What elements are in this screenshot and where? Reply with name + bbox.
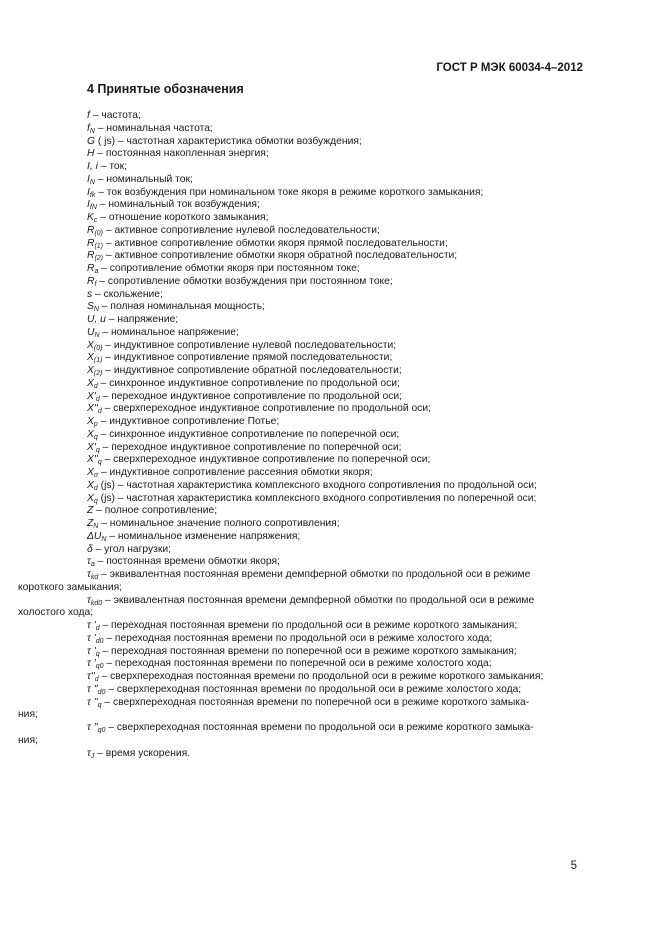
definition-subscript: q xyxy=(93,497,98,505)
definition-item xyxy=(0,722,600,735)
definition-symbol: H xyxy=(87,148,95,160)
definition-item xyxy=(0,301,600,314)
definition-symbol: G xyxy=(87,135,96,147)
definition-text: – индуктивное сопротивление обратной последовательности; xyxy=(102,365,402,376)
definition-subscript: q xyxy=(93,433,98,441)
definition-item xyxy=(0,569,600,582)
definition-text: – сверхпереходное индуктивное сопротивление по поперечной оси; xyxy=(101,454,431,466)
definition-item xyxy=(0,276,600,289)
definition-item xyxy=(0,595,600,608)
definition-text: – ток; xyxy=(97,161,128,172)
definition-item xyxy=(0,633,600,646)
definition-symbol: τ ' xyxy=(87,620,96,631)
definition-subscript: a xyxy=(90,561,95,569)
definition-item xyxy=(0,480,600,493)
definition-symbol: X xyxy=(87,365,94,376)
definition-subscript: kd xyxy=(90,574,99,581)
definition-subscript: fk xyxy=(89,191,96,199)
definition-text: – активное сопротивление обмотки якоря обратной последовательности; xyxy=(103,250,458,262)
section-title: 4 Принятые обозначения xyxy=(87,82,244,96)
definition-subscript: N xyxy=(94,331,100,339)
definition-text: – отношение короткого замыкания; xyxy=(97,212,269,223)
definition-symbol: R xyxy=(87,237,95,249)
definition-item xyxy=(0,212,600,225)
definition-subscript: a xyxy=(94,268,99,275)
definition-text: – индуктивное сопротивление рассеяния обмотки якоря; xyxy=(98,467,373,478)
definition-item xyxy=(0,365,600,378)
definition-item xyxy=(0,327,600,340)
definition-symbol: X xyxy=(87,467,94,478)
definition-symbol: τ '' xyxy=(87,722,98,733)
definition-text: – сверхпереходная постоянная времени по поперечной оси в режиме короткого замыка- xyxy=(101,696,530,708)
definition-symbol: X xyxy=(87,352,94,364)
definition-subscript: q xyxy=(97,459,102,467)
definition-subscript: d xyxy=(95,395,100,403)
definition-item xyxy=(0,352,600,365)
definition-subscript: fN xyxy=(89,204,97,212)
definition-subscript: N xyxy=(93,306,99,314)
definition-symbol: X' xyxy=(87,441,96,453)
definition-text: – номинальный ток возбуждения; xyxy=(96,199,260,211)
definition-item xyxy=(0,416,600,429)
definition-subscript: c xyxy=(93,217,98,224)
definition-subscript: σ xyxy=(93,472,99,479)
definition-symbol: U xyxy=(87,326,95,338)
definition-text: – сопротивление обмотки возбуждения при постоянном токе; xyxy=(96,275,393,287)
definition-subscript: (2) xyxy=(94,255,103,263)
definition-text: – сверхпереходная постоянная времени по продольной оси в режиме короткого замыкания; xyxy=(98,671,544,682)
definition-symbol: τ xyxy=(87,594,91,606)
definition-item xyxy=(0,378,600,391)
definition-item xyxy=(0,658,600,671)
definition-subscript: (0) xyxy=(93,344,103,352)
page-number: 5 xyxy=(570,860,577,872)
definition-text: – время ускорения. xyxy=(94,747,191,759)
definition-item xyxy=(0,250,600,263)
definition-symbol: R xyxy=(87,224,95,236)
definition-item xyxy=(0,225,600,238)
definition-symbol: Z xyxy=(87,505,94,517)
definition-subscript: d xyxy=(95,625,100,632)
definition-subscript: q0 xyxy=(97,727,106,734)
definition-subscript: p xyxy=(93,421,98,428)
definition-continuation: ния; xyxy=(18,709,38,721)
definition-text: – сверхпереходная постоянная времени по продольной оси в режиме холостого хода; xyxy=(105,683,522,695)
definition-symbol: X' xyxy=(87,390,96,402)
definition-symbol: X xyxy=(87,377,94,389)
definition-symbol: τ '' xyxy=(87,683,98,695)
definition-symbol: f xyxy=(87,110,90,121)
definition-text: – переходная постоянная времени по поперечной оси в режиме короткого замыкания; xyxy=(99,645,517,657)
definition-subscript: N xyxy=(93,523,99,530)
definition-item xyxy=(0,646,600,659)
definition-item xyxy=(0,697,600,710)
definition-item xyxy=(0,531,600,544)
document-header: ГОСТ Р МЭК 60034-4–2012 xyxy=(436,62,583,74)
definition-text: – полное сопротивление; xyxy=(93,505,218,517)
definition-symbol: I xyxy=(87,199,90,211)
definition-text: – переходное индуктивное сопротивление по продольной оси; xyxy=(99,390,403,402)
definition-symbol: τ'' xyxy=(87,671,95,682)
definition-text: – постоянная накопленная энергия; xyxy=(94,148,269,160)
definition-item xyxy=(0,238,600,251)
definition-item xyxy=(0,454,600,467)
definition-symbol: τ ' xyxy=(87,645,96,657)
definition-item xyxy=(0,199,600,212)
definition-symbol: K xyxy=(87,212,94,223)
definition-text: ( js) – частотная характеристика обмотки возбуждения; xyxy=(95,135,362,147)
definition-symbol: X'' xyxy=(87,403,98,415)
definition-symbol: X xyxy=(87,479,94,491)
definition-symbol: τ ' xyxy=(87,658,96,670)
definition-symbol: τ '' xyxy=(87,696,98,708)
definition-text: – эквивалентная постоянная времени демпферной обмотки по продольной оси в режиме xyxy=(98,569,531,580)
definition-text: – номинальная частота; xyxy=(94,122,213,134)
definition-subscript: q xyxy=(95,650,100,658)
definition-text: – ток возбуждения при номинальном токе якоря в режиме короткого замыкания; xyxy=(95,186,484,198)
definition-subscript: d xyxy=(93,382,98,390)
definition-item xyxy=(0,263,600,276)
definition-symbol: I xyxy=(87,173,90,185)
definition-subscript: d xyxy=(93,484,98,492)
definition-subscript: d0 xyxy=(95,637,104,645)
definition-symbol: I xyxy=(87,186,90,198)
definition-text: – индуктивное сопротивление прямой последовательности; xyxy=(102,352,393,364)
definition-item xyxy=(0,187,600,200)
definition-item xyxy=(0,493,600,506)
definition-subscript: q xyxy=(95,446,100,454)
definition-item xyxy=(0,110,600,123)
definition-text: – постоянная времени обмотки якоря; xyxy=(94,556,280,568)
definition-text: – номинальное изменение напряжения; xyxy=(106,530,301,542)
definition-symbol: X xyxy=(87,416,94,427)
definition-symbol: X xyxy=(87,428,94,440)
definition-subscript: N xyxy=(101,535,107,543)
definition-text: – индуктивное сопротивление нулевой последовательности; xyxy=(102,339,397,351)
definition-item xyxy=(0,544,600,557)
definition-text: (js) – частотная характеристика комплексного входного сопротивления по продольной оси; xyxy=(97,479,537,491)
definition-text: – переходная постоянная времени по продольной оси в режиме короткого замыкания; xyxy=(99,620,518,631)
definition-symbol: f xyxy=(87,122,90,134)
definition-text: – переходное индуктивное сопротивление по поперечной оси; xyxy=(99,441,402,453)
definition-text: – индуктивное сопротивление Потье; xyxy=(97,416,280,427)
definition-item xyxy=(0,136,600,149)
definition-item xyxy=(0,174,600,187)
definition-symbol: R xyxy=(87,275,95,287)
definition-symbol: I, i xyxy=(87,161,98,172)
definition-text: – синхронное индуктивное сопротивление по продольной оси; xyxy=(97,377,400,389)
definition-subscript: f xyxy=(94,280,97,288)
definition-item xyxy=(0,467,600,480)
definition-text: – активное сопротивление обмотки якоря прямой последовательности; xyxy=(103,237,448,249)
definition-item xyxy=(0,340,600,353)
definition-subscript: d xyxy=(94,676,99,683)
definition-subscript: J xyxy=(90,752,95,760)
definition-subscript: q0 xyxy=(95,663,104,671)
definition-symbol: R xyxy=(87,250,95,262)
definition-subscript: q xyxy=(97,701,102,709)
definition-symbol: X xyxy=(87,339,94,351)
definition-text: – эквивалентная постоянная времени демпферной обмотки по продольной оси в режиме xyxy=(102,594,535,606)
definition-continuation: холостого хода; xyxy=(18,607,94,619)
definition-item xyxy=(0,556,600,569)
definition-symbol: τ xyxy=(87,747,91,759)
definition-text: – переходная постоянная времени по продольной оси в режиме холостого хода; xyxy=(103,632,493,644)
definition-item xyxy=(0,289,600,302)
definition-symbol: ΔU xyxy=(87,530,102,542)
definition-text: – напряжение; xyxy=(105,314,179,325)
definition-continuation: короткого замыкания; xyxy=(18,581,123,593)
definition-subscript: (1) xyxy=(93,357,103,365)
definition-subscript: (0) xyxy=(94,229,103,237)
definition-subscript: (1) xyxy=(94,242,103,250)
definition-item xyxy=(0,518,600,531)
definition-text: – номинальное напряжение; xyxy=(99,326,239,338)
definition-item xyxy=(0,314,600,327)
definition-text: – номинальное значение полного сопротивления; xyxy=(98,518,340,529)
definition-subscript: N xyxy=(89,127,95,135)
definition-symbol: τ xyxy=(87,556,91,568)
definition-symbol: Z xyxy=(87,518,94,529)
definition-subscript: N xyxy=(89,178,95,186)
definition-subscript: d xyxy=(97,408,102,416)
definition-text: – сопротивление обмотки якоря при постоянном токе; xyxy=(98,263,360,274)
definition-text: – скольжение; xyxy=(92,288,163,300)
definition-text: – сверхпереходное индуктивное сопротивление по продольной оси; xyxy=(101,403,431,415)
definition-symbol: s xyxy=(87,288,93,300)
definition-text: – синхронное индуктивное сопротивление по поперечной оси; xyxy=(97,428,400,440)
definition-item xyxy=(0,148,600,161)
definition-item xyxy=(0,442,600,455)
definition-item xyxy=(0,748,600,761)
definition-text: – сверхпереходная постоянная времени по продольной оси в режиме короткого замыка- xyxy=(105,722,534,733)
definition-symbol: U, u xyxy=(87,314,106,325)
definition-item xyxy=(0,505,600,518)
definition-symbol: τ xyxy=(87,569,91,580)
definition-symbol: R xyxy=(87,263,95,274)
definition-item xyxy=(0,161,600,174)
definition-item xyxy=(0,671,600,684)
definition-item xyxy=(0,684,600,697)
definition-text: – угол нагрузки; xyxy=(92,543,171,555)
definition-item xyxy=(0,620,600,633)
definition-text: – частота; xyxy=(89,110,141,121)
definition-text: – полная номинальная мощность; xyxy=(98,301,265,313)
definitions-list xyxy=(0,110,600,760)
definition-item xyxy=(0,403,600,416)
definition-item xyxy=(0,429,600,442)
definition-symbol: τ ' xyxy=(87,632,96,644)
definition-subscript: d0 xyxy=(97,688,106,696)
definition-subscript: kd0 xyxy=(90,599,103,607)
definition-symbol: X'' xyxy=(87,454,98,466)
definition-symbol: δ xyxy=(87,543,93,555)
definition-item xyxy=(0,123,600,136)
definition-item xyxy=(0,391,600,404)
definition-continuation: ния; xyxy=(18,734,38,746)
definition-text: (js) – частотная характеристика комплексного входного сопротивления по поперечной оси; xyxy=(97,492,537,504)
definition-text: – активное сопротивление нулевой последовательности; xyxy=(103,224,380,236)
definition-text: – переходная постоянная времени по поперечной оси в режиме холостого хода; xyxy=(103,658,492,670)
definition-subscript: (2) xyxy=(93,370,103,377)
definition-symbol: X xyxy=(87,492,94,504)
definition-symbol: S xyxy=(87,301,94,313)
definition-text: – номинальный ток; xyxy=(94,173,193,185)
